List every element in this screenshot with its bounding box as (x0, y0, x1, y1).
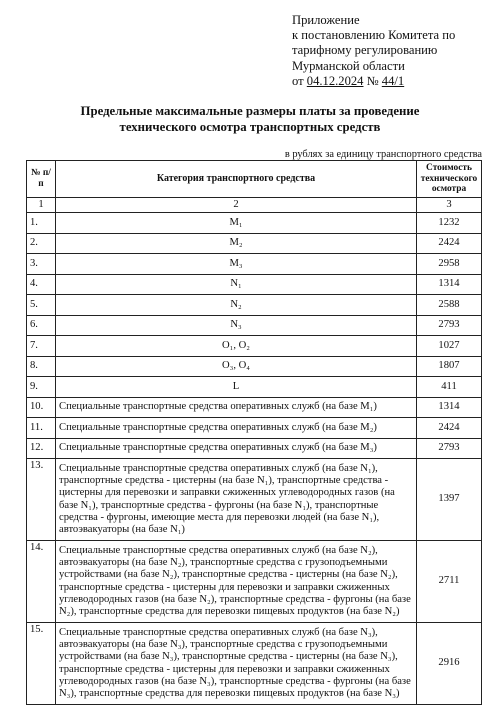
row-category: N₂ (56, 295, 417, 316)
row-number: 13. (27, 459, 56, 541)
row-category: Специальные транспортные средства оперативных служб (на базе N₂), автоэвакуаторы (на базе N₂), транспортные средства с грузоподъемными устройствами (на базе N₂), транспортные средства - цистерны (на базе N₂), транспортные средства - цистерны для перевозки и заправки сжиженных углеводородных газов (на базе N₂), транспортные средства - фургоны (на базе N₂), транспортные средства для перевозки пищевых продуктов (на базе N₂) (56, 541, 417, 623)
column-index-row (27, 198, 482, 213)
row-price: 2916 (417, 623, 482, 705)
units-note: в рублях за единицу транспортного средства (284, 149, 482, 160)
header-category: Категория транспортного средства (56, 161, 417, 198)
table-row (27, 377, 482, 398)
table-row (27, 623, 482, 705)
row-category: Специальные транспортные средства оперативных служб (на базе M₃) (56, 438, 417, 459)
row-category: L (56, 377, 417, 398)
table-row (27, 397, 482, 418)
row-price: 1232 (417, 213, 482, 234)
row-category: N₁ (56, 274, 417, 295)
row-number: 3. (27, 254, 56, 275)
row-category: Специальные транспортные средства оперативных служб (на базе N₁), транспортные средства - цистерны (на базе N₁), транспортные средства - цистерны для перевозки и заправки сжиженных углеводородных газов (на базе N₁), транспортные средства - фургоны (на базе N₁), транспортные средства - фургоны, имеющие места для перевозки людей (на базе N₁), автоэвакуаторы (на базе N₁) (56, 459, 417, 541)
table-header-row (27, 161, 482, 198)
appendix-number-sign: № (363, 73, 382, 88)
table-row (27, 274, 482, 295)
row-category: Специальные транспортные средства оперативных служб (на базе M₁) (56, 397, 417, 418)
row-price: 1807 (417, 356, 482, 377)
row-price: 2711 (417, 541, 482, 623)
column-index: 2 (56, 198, 417, 213)
row-price: 2793 (417, 315, 482, 336)
appendix-line-1: Приложение (292, 13, 360, 27)
table-row (27, 356, 482, 377)
row-number: 12. (27, 438, 56, 459)
column-index: 1 (27, 198, 56, 213)
row-price: 411 (417, 377, 482, 398)
table-row (27, 315, 482, 336)
row-category: M₁ (56, 213, 417, 234)
row-price: 2793 (417, 438, 482, 459)
price-table (26, 160, 482, 705)
row-number: 2. (27, 233, 56, 254)
title-line-2: технического осмотра транспортных средств (119, 119, 381, 134)
title-line-1: Предельные максимальные размеры платы за проведение (80, 104, 420, 118)
row-price: 1314 (417, 397, 482, 418)
appendix-number: 44/1 (381, 73, 405, 88)
row-category: M₂ (56, 233, 417, 254)
appendix-block (292, 13, 492, 89)
appendix-date: 04.12.2024 (306, 73, 364, 88)
row-category: N₃ (56, 315, 417, 336)
appendix-line-3: тарифному регулированию (292, 43, 438, 58)
row-number: 15. (27, 623, 56, 705)
appendix-line-5 (292, 74, 492, 89)
row-number: 14. (27, 541, 56, 623)
table-row (27, 541, 482, 623)
row-price: 1027 (417, 336, 482, 357)
row-number: 1. (27, 213, 56, 234)
table-row (27, 213, 482, 234)
row-number: 5. (27, 295, 56, 316)
row-number: 6. (27, 315, 56, 336)
row-category: Специальные транспортные средства оперативных служб (на базе N₃), автоэвакуаторы (на базе N₃), транспортные средства с грузоподъемными устройствами (на базе N₃), транспортные средства - цистерны (на базе N₃), транспортные средства - цистерны для перевозки и заправки сжиженных углеводородных газов (на базе N₃), транспортные средства - фургоны (на базе N₃), транспортные средства для перевозки пищевых продуктов (на базе N₃) (56, 623, 417, 705)
row-number: 4. (27, 274, 56, 295)
row-price: 2588 (417, 295, 482, 316)
table-row (27, 418, 482, 439)
row-price: 2958 (417, 254, 482, 275)
row-number: 9. (27, 377, 56, 398)
row-number: 10. (27, 397, 56, 418)
row-price: 1397 (417, 459, 482, 541)
row-number: 7. (27, 336, 56, 357)
table-row (27, 254, 482, 275)
appendix-line-4: Мурманской области (292, 58, 405, 73)
appendix-line-2: к постановлению Комитета по (292, 28, 456, 43)
table-row (27, 459, 482, 541)
row-number: 11. (27, 418, 56, 439)
header-price: Стоимость технического осмотра (417, 161, 482, 198)
row-price: 2424 (417, 418, 482, 439)
column-index: 3 (417, 198, 482, 213)
header-num: № п/п (27, 161, 56, 198)
appendix-date-prefix: от (292, 73, 307, 88)
document-title (40, 104, 460, 135)
row-category: O₃, O₄ (56, 356, 417, 377)
table-row (27, 438, 482, 459)
row-price: 1314 (417, 274, 482, 295)
row-category: M₃ (56, 254, 417, 275)
table-row (27, 233, 482, 254)
table-row (27, 295, 482, 316)
row-price: 2424 (417, 233, 482, 254)
row-category: Специальные транспортные средства оперативных служб (на базе M₂) (56, 418, 417, 439)
table-row (27, 336, 482, 357)
row-category: O₁, O₂ (56, 336, 417, 357)
row-number: 8. (27, 356, 56, 377)
